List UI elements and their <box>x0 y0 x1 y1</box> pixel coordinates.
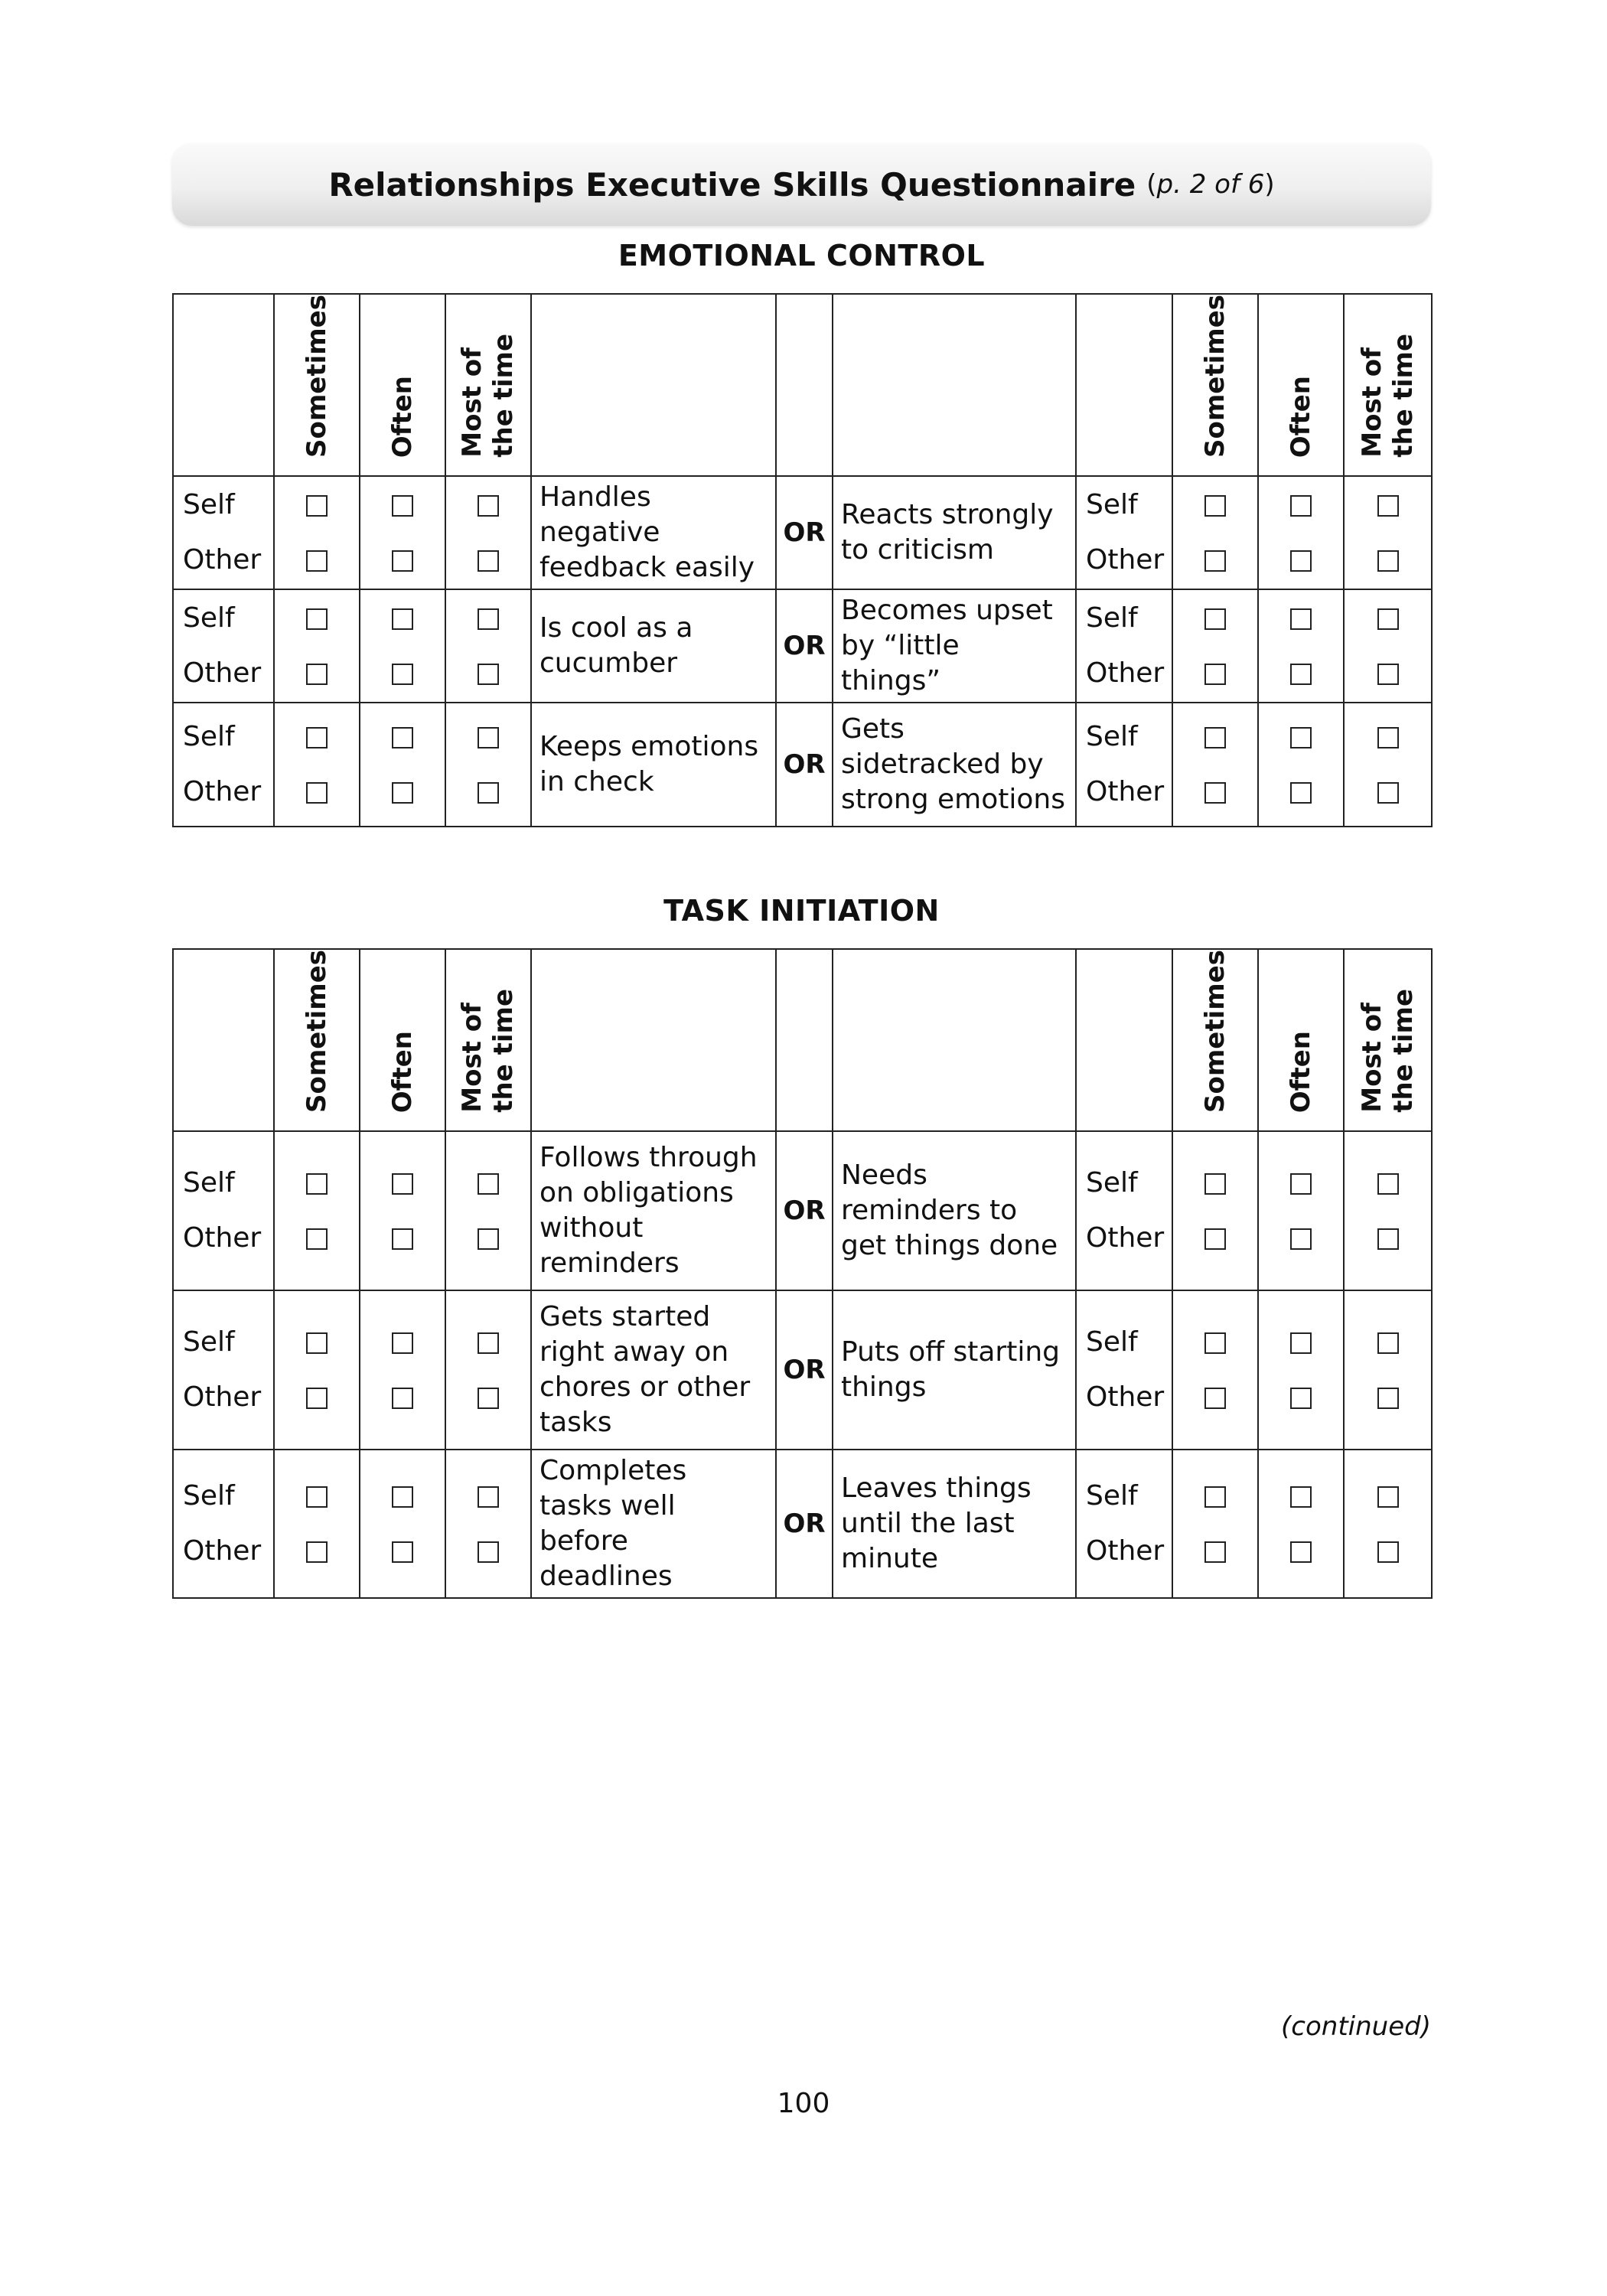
other-label: Other <box>183 1381 262 1413</box>
page-indicator: (p. 2 of 6) <box>1146 169 1275 200</box>
other-label: Other <box>1086 776 1165 808</box>
self-checkbox[interactable] <box>306 1173 328 1195</box>
column-header-sometimes-right: Sometimes <box>1172 294 1258 476</box>
self-checkbox[interactable] <box>1204 1173 1226 1195</box>
often-right-boxes <box>1258 589 1344 703</box>
sometimes-left-boxes <box>274 1131 360 1290</box>
sometimes-right-boxes <box>1172 1131 1258 1290</box>
table-row <box>173 1450 1432 1598</box>
most-of-the-time-right-boxes <box>1344 589 1432 703</box>
other-checkbox[interactable] <box>478 782 499 804</box>
other-checkbox[interactable] <box>478 664 499 685</box>
left-statement: Handles negative feedback easily <box>531 476 776 589</box>
right-statement: Leaves things until the last minute <box>833 1450 1076 1598</box>
self-label: Self <box>1086 1166 1138 1199</box>
most-of-the-time-right-boxes <box>1344 1131 1432 1290</box>
or-label: OR <box>776 1450 833 1598</box>
other-checkbox[interactable] <box>1290 1228 1312 1250</box>
sometimes-left-boxes <box>274 703 360 827</box>
column-header-often-left: Often <box>360 294 445 476</box>
table-row <box>173 476 1432 589</box>
section-title-task-initiation: TASK INITIATION <box>663 894 940 928</box>
respondent-labels-left <box>173 589 274 703</box>
often-left-boxes <box>360 1290 445 1450</box>
respondent-labels-right <box>1076 1450 1172 1598</box>
other-checkbox[interactable] <box>1377 1388 1399 1409</box>
left-statement: Gets started right away on chores or other tasks <box>531 1290 776 1450</box>
header-row <box>173 294 1432 476</box>
right-statement: Gets sidetracked by strong emotions <box>833 703 1076 827</box>
right-statement: Puts off starting things <box>833 1290 1076 1450</box>
header-blank <box>833 949 1076 1131</box>
title-bar <box>172 143 1431 226</box>
other-label: Other <box>183 544 262 576</box>
other-checkbox[interactable] <box>1290 1388 1312 1409</box>
self-label: Self <box>183 1326 235 1358</box>
self-checkbox[interactable] <box>306 1486 328 1508</box>
other-checkbox[interactable] <box>1377 1541 1399 1563</box>
other-checkbox[interactable] <box>1290 664 1312 685</box>
left-statement: Completes tasks well before deadlines <box>531 1450 776 1598</box>
respondent-labels-left <box>173 1450 274 1598</box>
often-right-boxes <box>1258 1131 1344 1290</box>
self-checkbox[interactable] <box>306 608 328 630</box>
self-checkbox[interactable] <box>1204 608 1226 630</box>
self-checkbox[interactable] <box>478 495 499 517</box>
header-blank <box>531 949 776 1131</box>
or-label: OR <box>776 1290 833 1450</box>
table-row <box>173 1131 1432 1290</box>
other-label: Other <box>183 1221 262 1254</box>
other-checkbox[interactable] <box>392 664 413 685</box>
self-checkbox[interactable] <box>1290 495 1312 517</box>
self-checkbox[interactable] <box>306 727 328 748</box>
self-label: Self <box>183 1166 235 1199</box>
self-checkbox[interactable] <box>1377 1173 1399 1195</box>
emotional-control-table <box>172 293 1433 827</box>
respondent-labels-left <box>173 476 274 589</box>
other-checkbox[interactable] <box>1377 782 1399 804</box>
often-left-boxes <box>360 589 445 703</box>
respondent-labels-right <box>1076 1131 1172 1290</box>
other-label: Other <box>183 1535 262 1567</box>
other-checkbox[interactable] <box>1204 1228 1226 1250</box>
self-checkbox[interactable] <box>478 1173 499 1195</box>
most-of-the-time-right-boxes <box>1344 476 1432 589</box>
table-row <box>173 703 1432 827</box>
respondent-labels-right <box>1076 1290 1172 1450</box>
self-label: Self <box>183 602 235 634</box>
right-statement: Reacts strongly to criticism <box>833 476 1076 589</box>
respondent-labels-left <box>173 1290 274 1450</box>
sometimes-right-boxes <box>1172 1450 1258 1598</box>
header-blank <box>173 949 274 1131</box>
self-label: Self <box>1086 1480 1138 1512</box>
left-statement: Follows through on obligations without reminders <box>531 1131 776 1290</box>
page-title: Relationships Executive Skills Questionnaire <box>328 165 1136 204</box>
section-title-emotional-control: EMOTIONAL CONTROL <box>618 239 986 272</box>
other-checkbox[interactable] <box>1204 664 1226 685</box>
self-checkbox[interactable] <box>392 1173 413 1195</box>
most-of-the-time-right-boxes <box>1344 1290 1432 1450</box>
header-blank <box>776 294 833 476</box>
other-checkbox[interactable] <box>478 550 499 572</box>
or-label: OR <box>776 703 833 827</box>
self-checkbox[interactable] <box>1290 1486 1312 1508</box>
respondent-labels-left <box>173 703 274 827</box>
self-checkbox[interactable] <box>1290 1332 1312 1354</box>
other-checkbox[interactable] <box>392 782 413 804</box>
self-checkbox[interactable] <box>392 1486 413 1508</box>
other-checkbox[interactable] <box>478 1541 499 1563</box>
column-header-sometimes-right: Sometimes <box>1172 949 1258 1131</box>
column-header-most-of-the-time-right: Most of the time <box>1344 949 1432 1131</box>
self-checkbox[interactable] <box>1204 495 1226 517</box>
most-of-the-time-right-boxes <box>1344 703 1432 827</box>
respondent-labels-right <box>1076 476 1172 589</box>
other-checkbox[interactable] <box>1204 1541 1226 1563</box>
other-checkbox[interactable] <box>1290 550 1312 572</box>
self-checkbox[interactable] <box>1290 727 1312 748</box>
sometimes-left-boxes <box>274 476 360 589</box>
self-checkbox[interactable] <box>306 1332 328 1354</box>
self-label: Self <box>183 489 235 521</box>
other-label: Other <box>1086 657 1165 690</box>
self-label: Self <box>1086 1326 1138 1358</box>
other-label: Other <box>1086 1535 1165 1567</box>
right-statement: Becomes upset by “little things” <box>833 589 1076 703</box>
other-checkbox[interactable] <box>306 1228 328 1250</box>
most-of-the-time-left-boxes <box>445 476 531 589</box>
often-left-boxes <box>360 1450 445 1598</box>
self-checkbox[interactable] <box>1204 727 1226 748</box>
self-checkbox[interactable] <box>478 727 499 748</box>
or-label: OR <box>776 476 833 589</box>
other-checkbox[interactable] <box>1377 550 1399 572</box>
self-label: Self <box>183 721 235 753</box>
header-blank <box>1076 949 1172 1131</box>
sometimes-left-boxes <box>274 1290 360 1450</box>
header-blank <box>173 294 274 476</box>
task-initiation-table <box>172 948 1433 1599</box>
often-right-boxes <box>1258 1290 1344 1450</box>
table-row <box>173 589 1432 703</box>
most-of-the-time-left-boxes <box>445 1450 531 1598</box>
other-label: Other <box>1086 1221 1165 1254</box>
column-header-sometimes-left: Sometimes <box>274 294 360 476</box>
other-label: Other <box>183 657 262 690</box>
self-checkbox[interactable] <box>478 1486 499 1508</box>
self-checkbox[interactable] <box>478 608 499 630</box>
left-statement: Keeps emotions in check <box>531 703 776 827</box>
other-checkbox[interactable] <box>306 550 328 572</box>
other-checkbox[interactable] <box>392 550 413 572</box>
most-of-the-time-left-boxes <box>445 1131 531 1290</box>
respondent-labels-right <box>1076 703 1172 827</box>
most-of-the-time-left-boxes <box>445 703 531 827</box>
header-blank <box>531 294 776 476</box>
respondent-labels-right <box>1076 589 1172 703</box>
often-left-boxes <box>360 1131 445 1290</box>
continued-note: (continued) <box>1281 2011 1431 2042</box>
self-checkbox[interactable] <box>392 1332 413 1354</box>
other-checkbox[interactable] <box>478 1388 499 1409</box>
right-statement: Needs reminders to get things done <box>833 1131 1076 1290</box>
often-left-boxes <box>360 476 445 589</box>
respondent-labels-left <box>173 1131 274 1290</box>
often-left-boxes <box>360 703 445 827</box>
self-label: Self <box>1086 721 1138 753</box>
column-header-most-of-the-time-left: Most of the time <box>445 949 531 1131</box>
self-label: Self <box>1086 602 1138 634</box>
self-checkbox[interactable] <box>1204 1332 1226 1354</box>
other-checkbox[interactable] <box>1204 782 1226 804</box>
column-header-most-of-the-time-left: Most of the time <box>445 294 531 476</box>
self-checkbox[interactable] <box>1377 727 1399 748</box>
self-checkbox[interactable] <box>1377 495 1399 517</box>
column-header-often-right: Often <box>1258 949 1344 1131</box>
most-of-the-time-right-boxes <box>1344 1450 1432 1598</box>
self-checkbox[interactable] <box>1290 608 1312 630</box>
other-checkbox[interactable] <box>1204 1388 1226 1409</box>
or-label: OR <box>776 1131 833 1290</box>
sometimes-right-boxes <box>1172 476 1258 589</box>
column-header-often-left: Often <box>360 949 445 1131</box>
other-checkbox[interactable] <box>392 1541 413 1563</box>
page-number: 100 <box>777 2088 830 2119</box>
self-checkbox[interactable] <box>1290 1173 1312 1195</box>
header-blank <box>776 949 833 1131</box>
column-header-most-of-the-time-right: Most of the time <box>1344 294 1432 476</box>
other-checkbox[interactable] <box>1290 1541 1312 1563</box>
self-label: Self <box>1086 489 1138 521</box>
header-blank <box>833 294 1076 476</box>
sometimes-right-boxes <box>1172 1290 1258 1450</box>
other-label: Other <box>1086 544 1165 576</box>
most-of-the-time-left-boxes <box>445 589 531 703</box>
column-header-sometimes-left: Sometimes <box>274 949 360 1131</box>
sometimes-right-boxes <box>1172 703 1258 827</box>
self-checkbox[interactable] <box>1377 608 1399 630</box>
self-checkbox[interactable] <box>478 1332 499 1354</box>
table-row <box>173 1290 1432 1450</box>
other-checkbox[interactable] <box>306 1388 328 1409</box>
self-label: Self <box>183 1480 235 1512</box>
header-blank <box>1076 294 1172 476</box>
other-label: Other <box>1086 1381 1165 1413</box>
sometimes-left-boxes <box>274 589 360 703</box>
header-row <box>173 949 1432 1131</box>
sometimes-right-boxes <box>1172 589 1258 703</box>
most-of-the-time-left-boxes <box>445 1290 531 1450</box>
self-checkbox[interactable] <box>1377 1486 1399 1508</box>
often-right-boxes <box>1258 703 1344 827</box>
other-checkbox[interactable] <box>392 1388 413 1409</box>
other-checkbox[interactable] <box>306 782 328 804</box>
other-checkbox[interactable] <box>392 1228 413 1250</box>
other-checkbox[interactable] <box>1290 782 1312 804</box>
other-checkbox[interactable] <box>1204 550 1226 572</box>
other-checkbox[interactable] <box>478 1228 499 1250</box>
self-checkbox[interactable] <box>1204 1486 1226 1508</box>
self-checkbox[interactable] <box>306 495 328 517</box>
often-right-boxes <box>1258 1450 1344 1598</box>
column-header-often-right: Often <box>1258 294 1344 476</box>
other-checkbox[interactable] <box>1377 1228 1399 1250</box>
other-checkbox[interactable] <box>306 1541 328 1563</box>
self-checkbox[interactable] <box>392 608 413 630</box>
self-checkbox[interactable] <box>392 727 413 748</box>
often-right-boxes <box>1258 476 1344 589</box>
left-statement: Is cool as a cucumber <box>531 589 776 703</box>
other-checkbox[interactable] <box>1377 664 1399 685</box>
other-label: Other <box>183 776 262 808</box>
or-label: OR <box>776 589 833 703</box>
self-checkbox[interactable] <box>1377 1332 1399 1354</box>
other-checkbox[interactable] <box>306 664 328 685</box>
sometimes-left-boxes <box>274 1450 360 1598</box>
self-checkbox[interactable] <box>392 495 413 517</box>
